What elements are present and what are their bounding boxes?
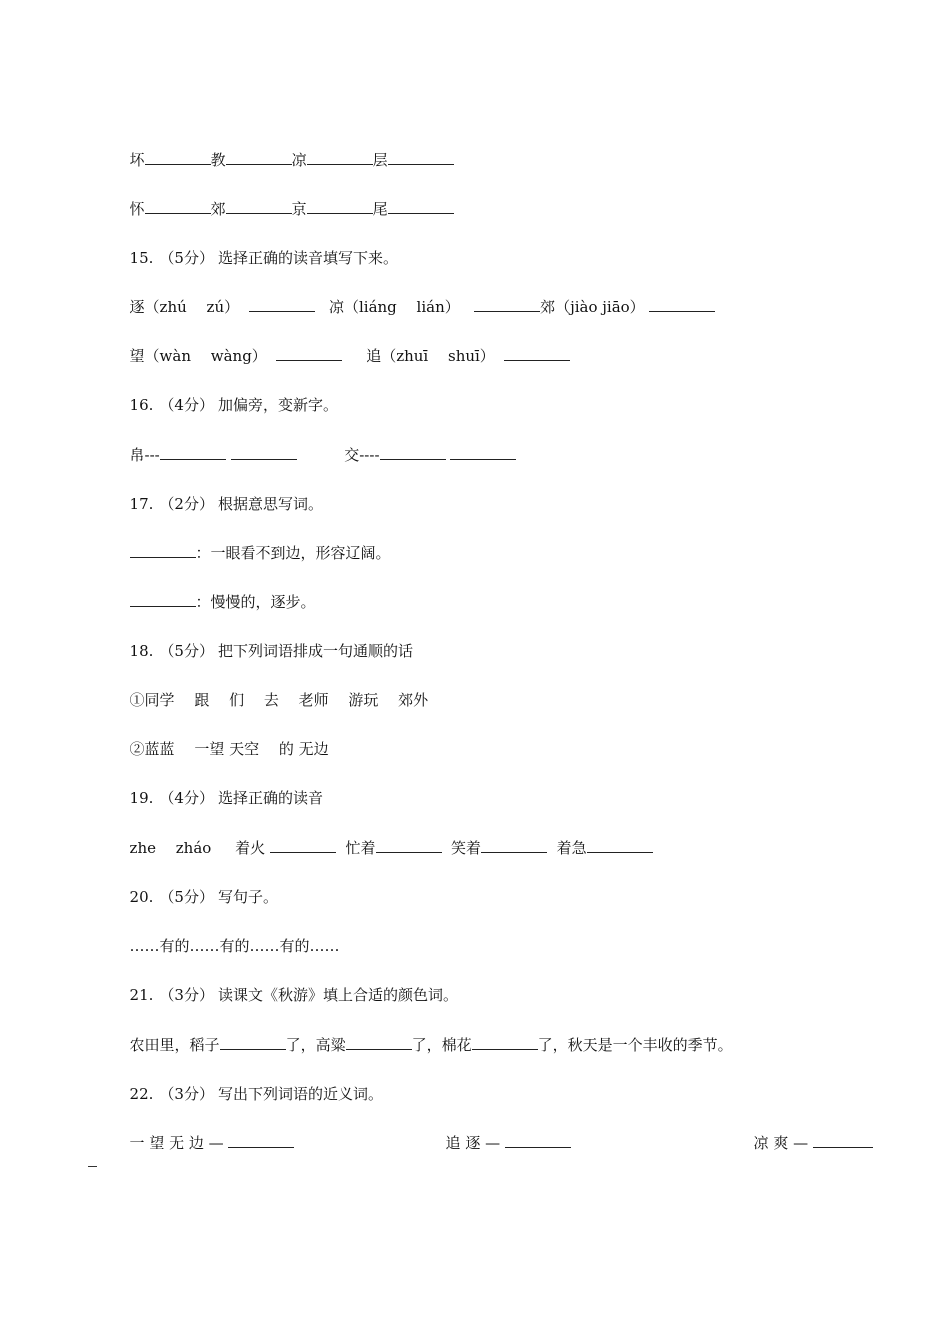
blank-input[interactable]	[505, 1133, 571, 1148]
text-segment: 了，秋天是一个丰收的季节。	[537, 1036, 733, 1054]
question-18-sentence-2	[120, 716, 329, 758]
question-22-item-3	[744, 1110, 873, 1152]
blank-input[interactable]	[474, 297, 540, 312]
pinyin-choice-liang: 凉（liáng lián）	[328, 298, 460, 316]
blank-input[interactable]	[649, 297, 715, 312]
blank-input[interactable]	[276, 346, 342, 361]
question-text: 根据意思写词。	[217, 495, 323, 513]
char-4: 尾	[372, 200, 388, 218]
question-15-line-1	[120, 274, 715, 316]
char-3: 凉	[291, 151, 307, 169]
question-22-item-2	[436, 1110, 571, 1152]
blank-input[interactable]	[226, 199, 292, 214]
blank-input[interactable]	[450, 445, 516, 460]
question-text: 写句子。	[217, 888, 278, 906]
question-score: （5分）	[159, 249, 214, 267]
question-18-sentence-1	[120, 667, 429, 709]
question-score: （4分）	[159, 396, 214, 414]
question-21-line	[120, 1012, 733, 1054]
blank-input[interactable]	[249, 297, 315, 312]
question-score: （5分）	[159, 888, 214, 906]
fill-row-2	[120, 176, 454, 218]
blank-input[interactable]	[307, 150, 373, 165]
sentence-pattern: ……有的……有的……有的……	[129, 937, 340, 955]
question-score: （3分）	[159, 986, 214, 1004]
question-score: （2分）	[159, 495, 214, 513]
question-20-pattern	[120, 913, 340, 955]
question-score: （4分）	[159, 789, 214, 807]
blank-input[interactable]	[813, 1133, 873, 1148]
blank-input[interactable]	[504, 346, 570, 361]
question-17-line-2	[120, 569, 316, 611]
question-22-item-1	[120, 1110, 294, 1152]
question-number: 19.	[129, 789, 154, 807]
blank-input[interactable]	[307, 199, 373, 214]
blank-input[interactable]	[388, 199, 454, 214]
blank-input[interactable]	[130, 543, 196, 558]
blank-input[interactable]	[145, 199, 211, 214]
blank-input[interactable]	[388, 150, 454, 165]
definition-text: ：慢慢的，逐步。	[195, 593, 316, 611]
char-2: 郊	[210, 200, 226, 218]
text-segment: 农田里，稻子	[129, 1036, 220, 1054]
question-15-heading	[120, 225, 398, 267]
word-mangzhe: 忙着	[345, 839, 376, 857]
question-17-line-1	[120, 520, 391, 562]
blank-input[interactable]	[145, 150, 211, 165]
word-xiaozhe: 笑着	[451, 839, 482, 857]
question-20-heading	[120, 864, 278, 906]
question-score: （5分）	[159, 642, 214, 660]
question-16-line	[120, 422, 516, 464]
question-19-line	[120, 815, 653, 857]
text-segment: 了，棉花	[411, 1036, 472, 1054]
pinyin-choice-jiao: 郊（jiào jiāo）	[540, 298, 645, 316]
question-number: 17.	[129, 495, 154, 513]
definition-text: ：一眼看不到边，形容辽阔。	[195, 544, 391, 562]
text-segment: 了，高粱	[285, 1036, 346, 1054]
word-yiwangwubian: 一 望 无 边 —	[129, 1134, 224, 1152]
pinyin-choice-wang: 望（wàn wàng）	[129, 347, 267, 365]
question-22-heading	[120, 1061, 383, 1103]
pinyin-options: zhe zháo	[129, 839, 212, 857]
question-number: 22.	[129, 1085, 154, 1103]
question-number: 16.	[129, 396, 154, 414]
question-19-heading	[120, 765, 323, 807]
question-21-heading	[120, 962, 458, 1004]
char-2: 教	[210, 151, 226, 169]
blank-input[interactable]	[130, 592, 196, 607]
base-char-jiao: 交----	[344, 446, 380, 464]
blank-input[interactable]	[481, 838, 547, 853]
page-mark	[88, 1166, 97, 1167]
blank-input[interactable]	[228, 1133, 294, 1148]
question-15-line-2	[120, 323, 570, 365]
base-char-bo: 帛---	[129, 446, 160, 464]
word-zhaohuo: 着火	[235, 839, 266, 857]
word-liangshuang: 凉 爽 —	[753, 1134, 809, 1152]
question-number: 18.	[129, 642, 154, 660]
question-number: 21.	[129, 986, 154, 1004]
question-text: 写出下列词语的近义词。	[217, 1085, 383, 1103]
char-4: 层	[372, 151, 388, 169]
word-zhuizhu: 追 逐 —	[445, 1134, 501, 1152]
word-list: ①同学 跟 们 去 老师 游玩 郊外	[129, 691, 429, 709]
pinyin-choice-zhui: 追（zhuī shuī）	[366, 347, 495, 365]
question-score: （3分）	[159, 1085, 214, 1103]
blank-input[interactable]	[587, 838, 653, 853]
blank-input[interactable]	[472, 1035, 538, 1050]
blank-input[interactable]	[346, 1035, 412, 1050]
blank-input[interactable]	[380, 445, 446, 460]
question-number: 15.	[129, 249, 154, 267]
question-number: 20.	[129, 888, 154, 906]
question-text: 读课文《秋游》填上合适的颜色词。	[217, 986, 458, 1004]
blank-input[interactable]	[270, 838, 336, 853]
question-17-heading	[120, 471, 323, 513]
question-16-heading	[120, 372, 338, 414]
blank-input[interactable]	[220, 1035, 286, 1050]
fill-row-1	[120, 127, 454, 169]
blank-input[interactable]	[226, 150, 292, 165]
word-list: ②蓝蓝 一望 天空 的 无边	[129, 740, 329, 758]
question-text: 选择正确的读音填写下来。	[217, 249, 398, 267]
question-text: 加偏旁，变新字。	[217, 396, 338, 414]
blank-input[interactable]	[231, 445, 297, 460]
char-1: 怀	[129, 200, 145, 218]
blank-input[interactable]	[160, 445, 226, 460]
question-text: 选择正确的读音	[217, 789, 323, 807]
question-18-heading	[120, 618, 413, 660]
char-3: 京	[291, 200, 307, 218]
pinyin-choice-zhu: 逐（zhú zú）	[129, 298, 240, 316]
blank-input[interactable]	[376, 838, 442, 853]
word-zhaoji: 着急	[556, 839, 587, 857]
char-1: 坏	[129, 151, 145, 169]
question-text: 把下列词语排成一句通顺的话	[217, 642, 413, 660]
